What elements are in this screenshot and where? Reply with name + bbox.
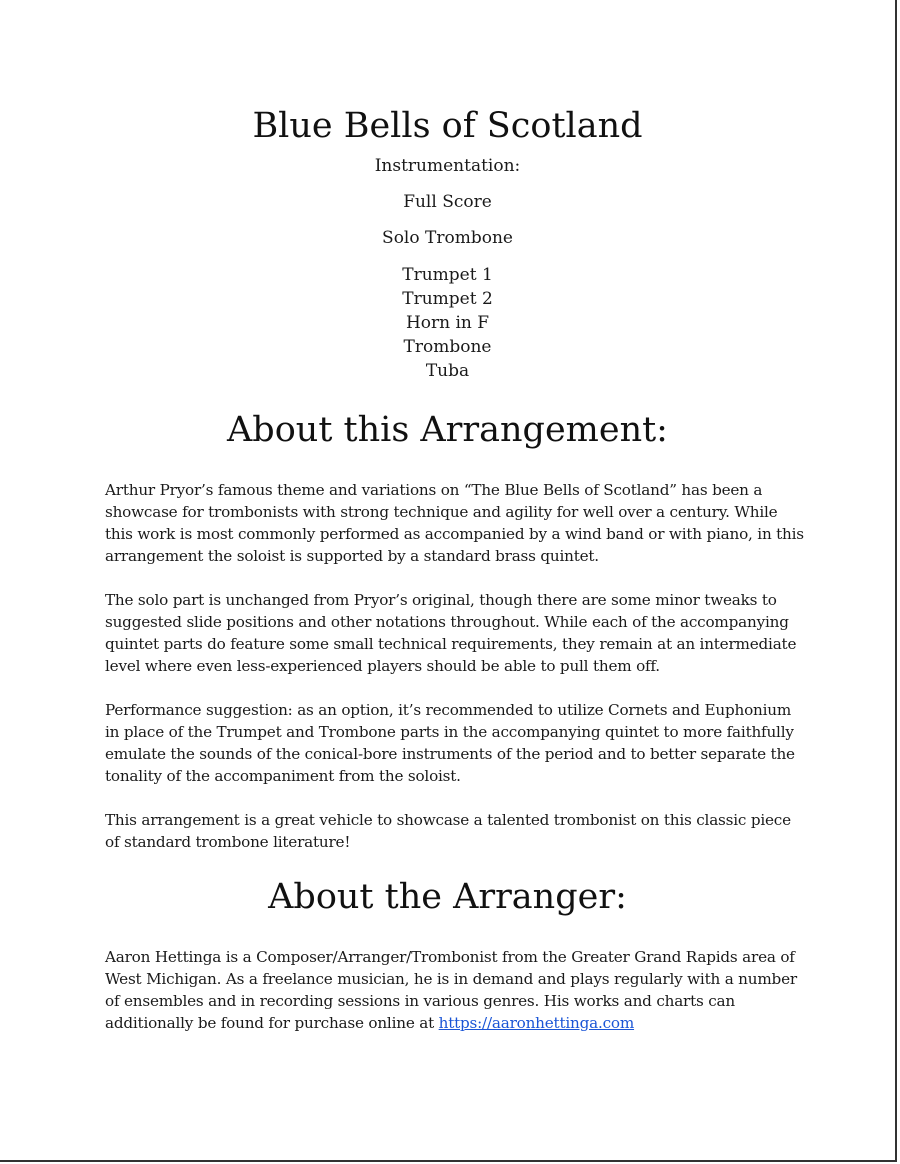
arrangement-paragraph: This arrangement is a great vehicle to showcase a talented trombonist on this classic piece of standard trombone literature! xyxy=(105,811,791,851)
about-arrangement-heading: About this Arrangement: xyxy=(227,410,668,450)
instrument-item: Trombone xyxy=(403,337,492,357)
full-score-item: Full Score xyxy=(403,192,492,212)
arrangement-paragraph: Performance suggestion: as an option, it’s recommended to utilize Cornets and Euphonium in place of the Trumpet and Trombone parts in the accompanying quintet to more faithfully emulate the sounds of the conical-bore instruments of the period and to better separate the tonality of the accompaniment from the soloist. xyxy=(105,701,795,785)
arranger-paragraph xyxy=(105,946,805,1034)
instrument-item: Trumpet 1 xyxy=(402,265,493,285)
instrument-item: Trumpet 2 xyxy=(402,289,493,309)
instrument-item: Tuba xyxy=(425,361,470,381)
arrangement-paragraph: Arthur Pryor’s famous theme and variations on “The Blue Bells of Scotland” has been a showcase for trombonists with strong technique and agility for well over a century. While this work is most commonly performed as accompanied by a wind band or with piano, in this arrangement the soloist is supported by a standard brass quintet. xyxy=(105,481,804,565)
document-title: Blue Bells of Scotland xyxy=(252,106,643,146)
arranger-bio-text: Aaron Hettinga is a Composer/Arranger/Trombonist from the Greater Grand Rapids area of West Michigan. As a freelance musician, he is in demand and plays regularly with a number of ensembles and in recording sessions in various genres. His works and charts can additionally be found for purchase online at xyxy=(105,948,797,1032)
about-arranger-heading: About the Arranger: xyxy=(268,877,627,917)
arranger-website-link[interactable]: https://aaronhettinga.com xyxy=(438,1014,635,1032)
instrumentation-label: Instrumentation: xyxy=(374,156,521,176)
instrument-item: Horn in F xyxy=(405,313,490,333)
arrangement-paragraph: The solo part is unchanged from Pryor’s original, though there are some minor tweaks to suggested slide positions and other notations throughout. While each of the accompanying quintet parts do feature some small technical requirements, they remain at an intermediate level where even less-experienced players should be able to pull them off. xyxy=(105,591,797,675)
solo-trombone-item: Solo Trombone xyxy=(382,228,513,248)
